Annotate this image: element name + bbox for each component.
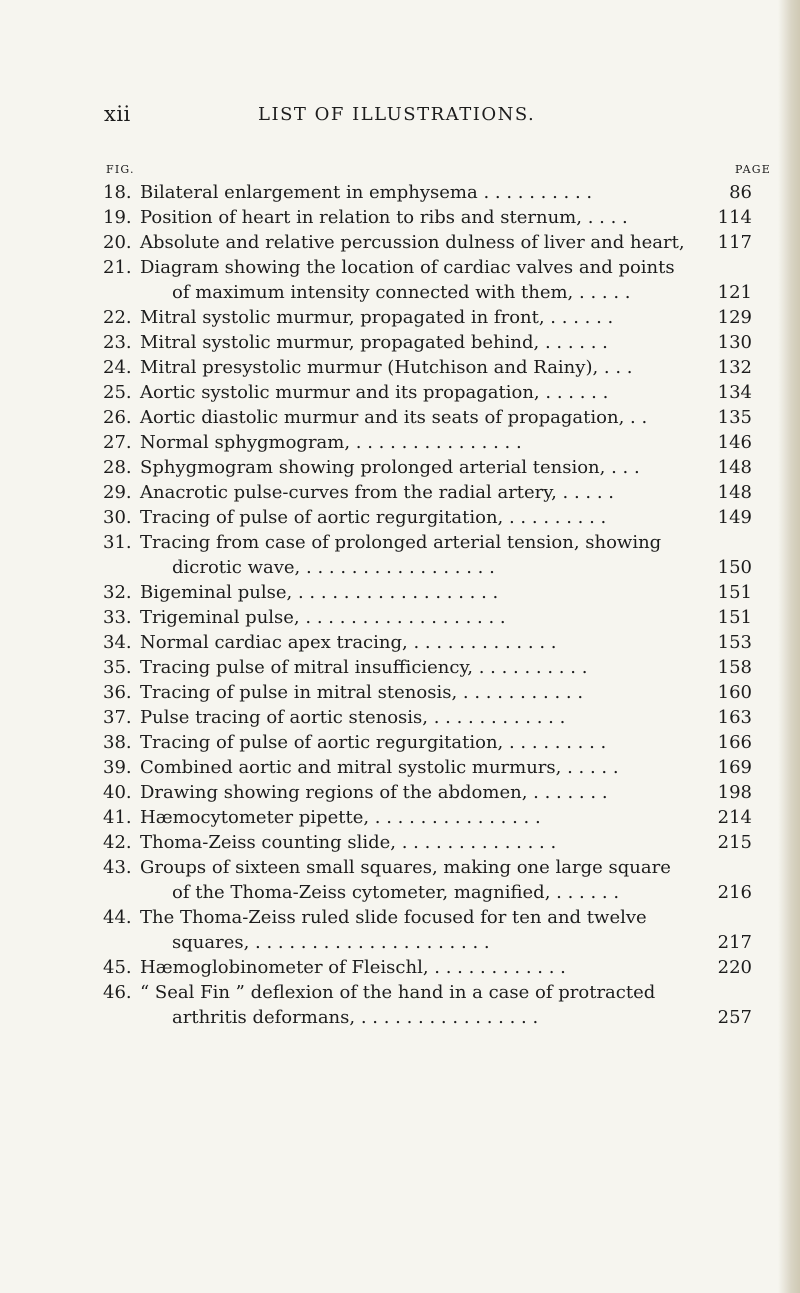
figure-number: 45. xyxy=(103,957,132,978)
page-reference: 132 xyxy=(717,357,752,378)
figure-caption: Anacrotic pulse-curves from the radial artery, . . . . . xyxy=(140,482,615,503)
figure-caption: Tracing of pulse of aortic regurgitation, . . . . . . . . . xyxy=(140,732,607,753)
figure-number: 35. xyxy=(103,657,132,678)
page-reference: 198 xyxy=(717,782,752,803)
entry-line xyxy=(0,1005,800,1030)
figure-caption-continued: arthritis deformans, . . . . . . . . . . . . . . . . xyxy=(172,1007,539,1028)
list-item xyxy=(0,955,800,980)
figure-caption: Aortic diastolic murmur and its seats of propagation, . . xyxy=(140,407,648,428)
figure-caption-continued: of maximum intensity connected with them, . . . . . xyxy=(172,282,631,303)
page-reference: 117 xyxy=(717,232,752,253)
list-item xyxy=(0,405,800,430)
figure-caption: Tracing of pulse of aortic regurgitation, . . . . . . . . . xyxy=(140,507,607,528)
figure-caption: “ Seal Fin ” deflexion of the hand in a case of protracted xyxy=(140,982,656,1003)
figure-caption: Combined aortic and mitral systolic murmurs, . . . . . xyxy=(140,757,619,778)
page-reference: 130 xyxy=(717,332,752,353)
list-item xyxy=(0,680,800,705)
figure-caption-continued: squares, . . . . . . . . . . . . . . . . . . . . . xyxy=(172,932,490,953)
figure-caption: Position of heart in relation to ribs and sternum, . . . . xyxy=(140,207,628,228)
figure-number: 36. xyxy=(103,682,132,703)
entry-line xyxy=(0,180,800,205)
figure-caption: Groups of sixteen small squares, making one large square xyxy=(140,857,671,878)
list-item xyxy=(0,205,800,230)
entry-line xyxy=(0,355,800,380)
figure-caption: Mitral presystolic murmur (Hutchison and Rainy), . . . xyxy=(140,357,633,378)
figure-caption: Pulse tracing of aortic stenosis, . . . . . . . . . . . . xyxy=(140,707,566,728)
page-reference: 134 xyxy=(717,382,752,403)
figure-caption: Thoma-Zeiss counting slide, . . . . . . . . . . . . . . xyxy=(140,832,557,853)
list-item xyxy=(0,330,800,355)
list-item xyxy=(0,755,800,780)
figure-number: 29. xyxy=(103,482,132,503)
page-reference: 148 xyxy=(717,457,752,478)
entry-line xyxy=(0,205,800,230)
figure-caption-continued: of the Thoma-Zeiss cytometer, magnified, . . . . . . xyxy=(172,882,620,903)
figure-caption: Drawing showing regions of the abdomen, . . . . . . . xyxy=(140,782,608,803)
figure-caption: Tracing from case of prolonged arterial tension, showing xyxy=(140,532,662,553)
list-item xyxy=(0,605,800,630)
figure-caption: Hæmocytometer pipette, . . . . . . . . . . . . . . . xyxy=(140,807,541,828)
page-reference: 216 xyxy=(717,882,752,903)
page-reference: 158 xyxy=(717,657,752,678)
entry-line xyxy=(0,930,800,955)
entry-line xyxy=(0,555,800,580)
list-item xyxy=(0,430,800,455)
list-item xyxy=(0,980,800,1030)
page-reference: 86 xyxy=(729,182,752,203)
figure-caption: Tracing pulse of mitral insufficiency, . . . . . . . . . . xyxy=(140,657,588,678)
figure-caption: Tracing of pulse in mitral stenosis, . . . . . . . . . . . xyxy=(140,682,584,703)
entry-line xyxy=(0,755,800,780)
list-item xyxy=(0,180,800,205)
page-column-heading: PAGE xyxy=(735,163,771,176)
figure-number: 28. xyxy=(103,457,132,478)
list-item xyxy=(0,355,800,380)
entry-line xyxy=(0,530,800,555)
figure-number: 27. xyxy=(103,432,132,453)
entry-line xyxy=(0,730,800,755)
page-reference: 217 xyxy=(717,932,752,953)
entry-line xyxy=(0,605,800,630)
figure-number: 40. xyxy=(103,782,132,803)
list-item xyxy=(0,455,800,480)
page-reference: 135 xyxy=(717,407,752,428)
entry-line xyxy=(0,480,800,505)
entry-line xyxy=(0,805,800,830)
page-reference: 114 xyxy=(717,207,752,228)
page-reference: 151 xyxy=(717,582,752,603)
column-headings xyxy=(0,163,800,179)
entry-line xyxy=(0,455,800,480)
list-item xyxy=(0,305,800,330)
page-reference: 169 xyxy=(717,757,752,778)
entry-line xyxy=(0,655,800,680)
figure-number: 25. xyxy=(103,382,132,403)
list-item xyxy=(0,655,800,680)
figure-number: 24. xyxy=(103,357,132,378)
list-item xyxy=(0,505,800,530)
figure-caption: Hæmoglobinometer of Fleischl, . . . . . . . . . . . . xyxy=(140,957,566,978)
page-reference: 148 xyxy=(717,482,752,503)
list-item xyxy=(0,805,800,830)
list-item xyxy=(0,705,800,730)
list-item xyxy=(0,380,800,405)
page-reference: 151 xyxy=(717,607,752,628)
figure-number: 42. xyxy=(103,832,132,853)
page-reference: 257 xyxy=(717,1007,752,1028)
figure-number: 19. xyxy=(103,207,132,228)
entry-line xyxy=(0,880,800,905)
illustration-list xyxy=(0,180,800,1030)
figure-caption: Absolute and relative percussion dulness of liver and heart, xyxy=(140,232,685,253)
entry-line xyxy=(0,630,800,655)
page-reference: 166 xyxy=(717,732,752,753)
entry-line xyxy=(0,255,800,280)
figure-caption: Bigeminal pulse, . . . . . . . . . . . . . . . . . . xyxy=(140,582,499,603)
entry-line xyxy=(0,305,800,330)
entry-line xyxy=(0,230,800,255)
entry-line xyxy=(0,955,800,980)
figure-number: 30. xyxy=(103,507,132,528)
figure-caption: Normal sphygmogram, . . . . . . . . . . . . . . . xyxy=(140,432,522,453)
entry-line xyxy=(0,380,800,405)
figure-caption: Mitral systolic murmur, propagated in front, . . . . . . xyxy=(140,307,614,328)
figure-number: 22. xyxy=(103,307,132,328)
figure-number: 43. xyxy=(103,857,132,878)
entry-line xyxy=(0,680,800,705)
list-item xyxy=(0,255,800,305)
page-number: xii xyxy=(104,102,131,126)
figure-number: 18. xyxy=(103,182,132,203)
figure-number: 23. xyxy=(103,332,132,353)
figure-number: 38. xyxy=(103,732,132,753)
page-reference: 215 xyxy=(717,832,752,853)
figure-number: 37. xyxy=(103,707,132,728)
entry-line xyxy=(0,430,800,455)
figure-number: 31. xyxy=(103,532,132,553)
figure-caption: Normal cardiac apex tracing, . . . . . . . . . . . . . xyxy=(140,632,557,653)
figure-caption-continued: dicrotic wave, . . . . . . . . . . . . . . . . . xyxy=(172,557,495,578)
figure-caption: Trigeminal pulse, . . . . . . . . . . . . . . . . . . xyxy=(140,607,506,628)
figure-caption: Sphygmogram showing prolonged arterial tension, . . . xyxy=(140,457,640,478)
page-reference: 220 xyxy=(717,957,752,978)
entry-line xyxy=(0,705,800,730)
figure-number: 39. xyxy=(103,757,132,778)
figure-number: 44. xyxy=(103,907,132,928)
figure-number: 46. xyxy=(103,982,132,1003)
figure-caption: Diagram showing the location of cardiac valves and points xyxy=(140,257,675,278)
list-item xyxy=(0,580,800,605)
list-item xyxy=(0,830,800,855)
entry-line xyxy=(0,980,800,1005)
entry-line xyxy=(0,330,800,355)
figure-number: 21. xyxy=(103,257,132,278)
running-head xyxy=(0,102,800,134)
list-item xyxy=(0,905,800,955)
figure-caption: Mitral systolic murmur, propagated behind, . . . . . . xyxy=(140,332,608,353)
page-reference: 150 xyxy=(717,557,752,578)
page-reference: 146 xyxy=(717,432,752,453)
figure-caption: Aortic systolic murmur and its propagation, . . . . . . xyxy=(140,382,609,403)
entry-line xyxy=(0,905,800,930)
page-reference: 129 xyxy=(717,307,752,328)
entry-line xyxy=(0,830,800,855)
entry-line xyxy=(0,505,800,530)
list-item xyxy=(0,780,800,805)
figure-number: 26. xyxy=(103,407,132,428)
list-item xyxy=(0,480,800,505)
page-title: LIST OF ILLUSTRATIONS. xyxy=(258,104,536,125)
figure-caption: Bilateral enlargement in emphysema . . . . . . . . . . xyxy=(140,182,593,203)
figure-number: 33. xyxy=(103,607,132,628)
page-reference: 149 xyxy=(717,507,752,528)
figure-caption: The Thoma-Zeiss ruled slide focused for ten and twelve xyxy=(140,907,647,928)
page-reference: 160 xyxy=(717,682,752,703)
list-item xyxy=(0,530,800,580)
list-item xyxy=(0,730,800,755)
list-item xyxy=(0,230,800,255)
entry-line xyxy=(0,580,800,605)
entry-line xyxy=(0,780,800,805)
figure-number: 20. xyxy=(103,232,132,253)
figure-number: 41. xyxy=(103,807,132,828)
page-reference: 153 xyxy=(717,632,752,653)
fig-column-heading: FIG. xyxy=(106,163,135,176)
page-reference: 214 xyxy=(717,807,752,828)
entry-line xyxy=(0,855,800,880)
figure-number: 32. xyxy=(103,582,132,603)
entry-line xyxy=(0,280,800,305)
page-reference: 121 xyxy=(717,282,752,303)
page-reference: 163 xyxy=(717,707,752,728)
list-item xyxy=(0,630,800,655)
list-item xyxy=(0,855,800,905)
figure-number: 34. xyxy=(103,632,132,653)
entry-line xyxy=(0,405,800,430)
